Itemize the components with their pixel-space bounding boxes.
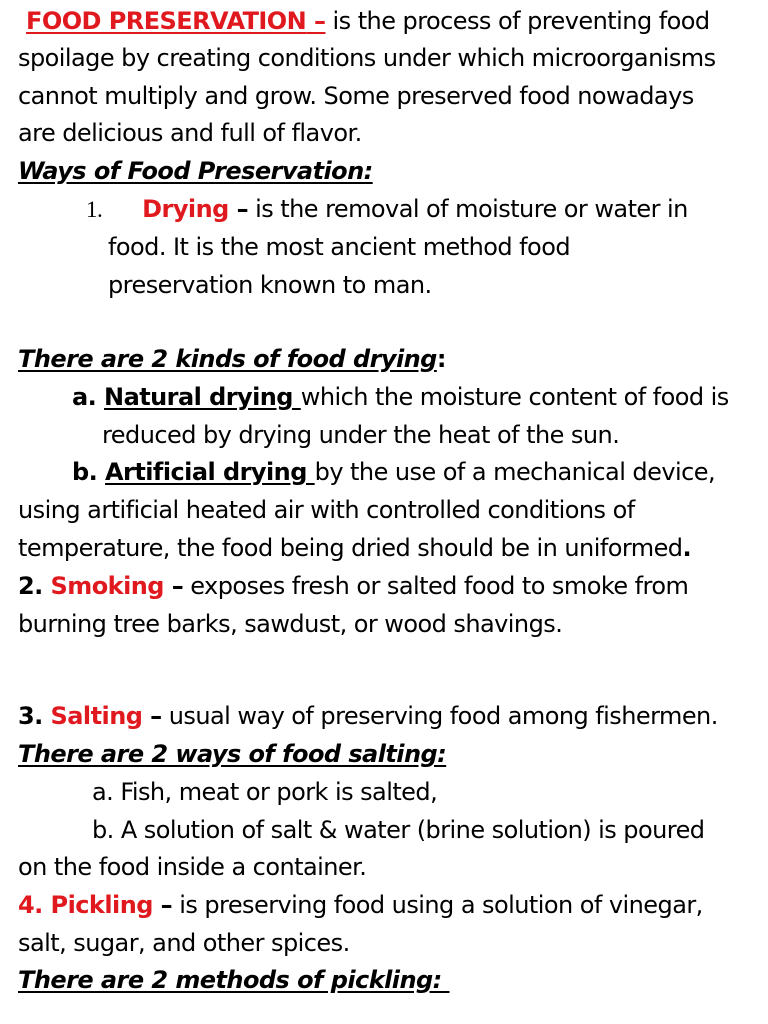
- artificial-drying-letter: b.: [72, 458, 106, 486]
- salting-dash: –: [142, 702, 162, 730]
- intro-line-1-rest: is the process of preventing food: [325, 7, 710, 35]
- pickling-line-2: salt, sugar, and other spices.: [18, 929, 350, 957]
- drying-line-1: [86, 194, 688, 225]
- intro-line-1: [26, 6, 710, 36]
- smoking-line-1-rest: exposes fresh or salted food to smoke from: [183, 572, 689, 600]
- drying-line-3: preservation known to man.: [108, 271, 432, 299]
- smoking-dash: –: [163, 572, 184, 600]
- salting-line-1-rest: usual way of preserving food among fishermen.: [161, 702, 718, 730]
- intro-line-3: cannot multiply and grow. Some preserved food nowadays: [18, 82, 694, 110]
- drying-term: Drying: [142, 195, 229, 223]
- salting-way-b-line-2: on the food inside a container.: [18, 853, 367, 881]
- smoking-line-1: [18, 571, 688, 601]
- natural-drying-line-1: [72, 382, 729, 412]
- natural-drying-line-2: reduced by drying under the heat of the sun.: [102, 421, 620, 449]
- pickling-line-1-rest: is preserving food using a solution of vinegar,: [172, 891, 703, 919]
- natural-drying-term: Natural drying: [104, 383, 301, 411]
- artificial-drying-term: Artificial drying: [105, 458, 315, 486]
- pickling-number: 4.: [18, 891, 51, 919]
- salting-way-b: b. A solution of salt & water (brine solution) is poured: [92, 816, 705, 844]
- salting-number: 3.: [18, 702, 51, 730]
- pickling-line-1: [18, 890, 703, 920]
- salting-way-a: a. Fish, meat or pork is salted,: [92, 778, 438, 806]
- drying-line-2: food. It is the most ancient method food: [108, 233, 571, 261]
- drying-number: 1.: [86, 197, 103, 222]
- drying-kinds-heading: There are 2 kinds of food drying: [18, 345, 437, 373]
- pickling-heading: There are 2 methods of pickling:: [18, 966, 450, 994]
- salting-line-1: [18, 701, 718, 731]
- intro-dash: –: [306, 7, 326, 35]
- intro-term: FOOD PRESERVATION: [26, 7, 307, 35]
- smoking-term: Smoking: [50, 572, 164, 600]
- artificial-drying-line-1: [72, 457, 715, 487]
- smoking-line-2: burning tree barks, sawdust, or wood shavings.: [18, 610, 563, 638]
- artificial-drying-line-3: [18, 533, 691, 563]
- drying-kinds-colon: :: [436, 345, 446, 373]
- artificial-drying-period: .: [682, 534, 692, 562]
- natural-drying-letter: a.: [72, 383, 105, 411]
- artificial-drying-line-2: using artificial heated air with controlled conditions of: [18, 496, 635, 524]
- ways-heading: Ways of Food Preservation:: [18, 157, 373, 185]
- artificial-drying-rest: by the use of a mechanical device,: [314, 458, 716, 486]
- natural-drying-rest: which the moisture content of food is: [300, 383, 729, 411]
- intro-line-4: are delicious and full of flavor.: [18, 119, 362, 147]
- salting-heading: There are 2 ways of food salting:: [18, 740, 447, 768]
- drying-kinds-heading-line: [18, 344, 446, 374]
- pickling-term: Pickling: [50, 891, 153, 919]
- pickling-dash: –: [152, 891, 173, 919]
- drying-line-1-rest: is the removal of moisture or water in: [248, 195, 688, 223]
- smoking-number: 2.: [18, 572, 51, 600]
- intro-line-2: spoilage by creating conditions under which microorganisms: [18, 44, 716, 72]
- artificial-drying-line-3-text: temperature, the food being dried should be in uniformed: [18, 534, 683, 562]
- salting-term: Salting: [50, 702, 143, 730]
- drying-dash: –: [228, 195, 249, 223]
